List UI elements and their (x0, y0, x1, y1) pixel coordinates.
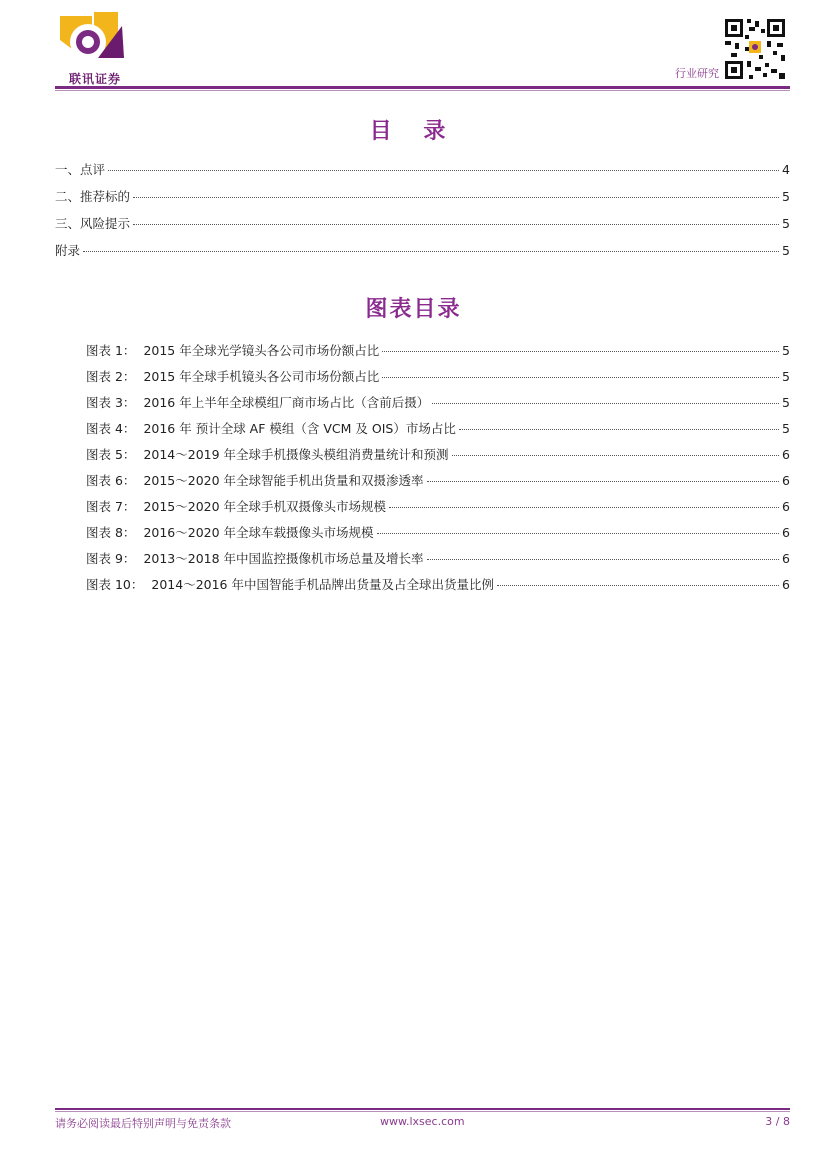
toc-item-page: 5 (782, 216, 790, 231)
figure-item[interactable] (86, 393, 790, 411)
toc-title: 目 录 (369, 119, 458, 144)
figure-number: 图表 10： (86, 577, 144, 592)
figure-item[interactable] (86, 549, 790, 567)
figure-label: 2014～2016 年中国智能手机品牌出货量及占全球出货量比例 (151, 577, 494, 592)
figure-label: 2016～2020 年全球车载摄像头市场规模 (143, 525, 374, 540)
logo-text: 联讯证券 (68, 72, 121, 86)
toc-item-page: 5 (782, 189, 790, 204)
figure-label: 2016 年 预计全球 AF 模组（含 VCM 及 OIS）市场占比 (143, 421, 456, 436)
figure-label: 2015 年全球手机镜头各公司市场份额占比 (143, 369, 380, 384)
figure-number: 图表 6： (86, 473, 136, 488)
dot-leader (459, 429, 779, 430)
dot-leader (133, 197, 779, 198)
toc-item-label: 附录 (55, 243, 81, 258)
dot-leader (432, 403, 779, 404)
figure-number: 图表 2： (86, 369, 136, 384)
toc-item[interactable] (55, 160, 790, 178)
toc-item-page: 5 (782, 243, 790, 258)
figure-label: 2016 年上半年全球模组厂商市场占比（含前后摄） (143, 395, 430, 410)
figure-page: 5 (782, 395, 790, 410)
dot-leader (427, 559, 780, 560)
dot-leader (83, 251, 779, 252)
figure-number: 图表 5： (86, 447, 136, 462)
footer-disclaimer: 请务必阅读最后特别声明与免责条款 (55, 1117, 231, 1130)
figure-label: 2015～2020 年全球手机双摄像头市场规模 (143, 499, 387, 514)
dot-leader (382, 351, 779, 352)
figure-page: 5 (782, 369, 790, 384)
figure-page: 6 (782, 473, 790, 488)
toc-item[interactable] (55, 187, 790, 205)
footer-divider-thin (55, 1111, 790, 1112)
toc-item-label: 二、推荐标的 (55, 189, 131, 204)
figure-page: 6 (782, 577, 790, 592)
figure-number: 图表 7： (86, 499, 136, 514)
figure-list-title: 图表目录 (365, 297, 462, 322)
figure-number: 图表 8： (86, 525, 136, 540)
dot-leader (452, 455, 780, 456)
dot-leader (389, 507, 779, 508)
footer-page-number: 3 / 8 (765, 1115, 790, 1128)
dot-leader (382, 377, 779, 378)
figure-item[interactable] (86, 419, 790, 437)
figure-item[interactable] (86, 367, 790, 385)
toc-item-label: 一、点评 (55, 162, 106, 177)
dot-leader (377, 533, 780, 534)
figure-item[interactable] (86, 523, 790, 541)
figure-item[interactable] (86, 497, 790, 515)
figure-number: 图表 3： (86, 395, 136, 410)
figure-page: 6 (782, 447, 790, 462)
figure-label: 2013～2018 年中国监控摄像机市场总量及增长率 (143, 551, 424, 566)
toc-item-label: 三、风险提示 (55, 216, 131, 231)
figure-number: 图表 1： (86, 343, 136, 358)
dot-leader (497, 585, 779, 586)
figure-page: 5 (782, 421, 790, 436)
figure-label: 2014～2019 年全球手机摄像头模组消费量统计和预测 (143, 447, 449, 462)
company-logo (55, 12, 135, 84)
figure-label: 2015～2020 年全球智能手机出货量和双摄渗透率 (143, 473, 424, 488)
toc-item[interactable] (55, 241, 790, 259)
toc-item[interactable] (55, 214, 790, 232)
qr-code-icon (723, 17, 787, 81)
figure-number: 图表 9： (86, 551, 136, 566)
figure-item[interactable] (86, 341, 790, 359)
figure-page: 5 (782, 343, 790, 358)
figure-label: 2015 年全球光学镜头各公司市场份额占比 (143, 343, 380, 358)
figure-page: 6 (782, 525, 790, 540)
footer-website-link[interactable]: www.lxsec.com (380, 1115, 465, 1128)
figure-page: 6 (782, 551, 790, 566)
figure-item[interactable] (86, 471, 790, 489)
toc-item-page: 4 (782, 162, 790, 177)
header-divider-thin (55, 90, 790, 91)
dot-leader (108, 170, 779, 171)
figure-number: 图表 4： (86, 421, 136, 436)
header-divider (55, 86, 790, 89)
report-category: 行业研究 (675, 67, 719, 80)
dot-leader (133, 224, 779, 225)
figure-page: 6 (782, 499, 790, 514)
figure-item[interactable] (86, 445, 790, 463)
figure-item[interactable] (86, 575, 790, 593)
logo-mark-icon (58, 12, 130, 70)
dot-leader (427, 481, 780, 482)
footer-divider (55, 1108, 790, 1110)
page-header (0, 0, 827, 96)
